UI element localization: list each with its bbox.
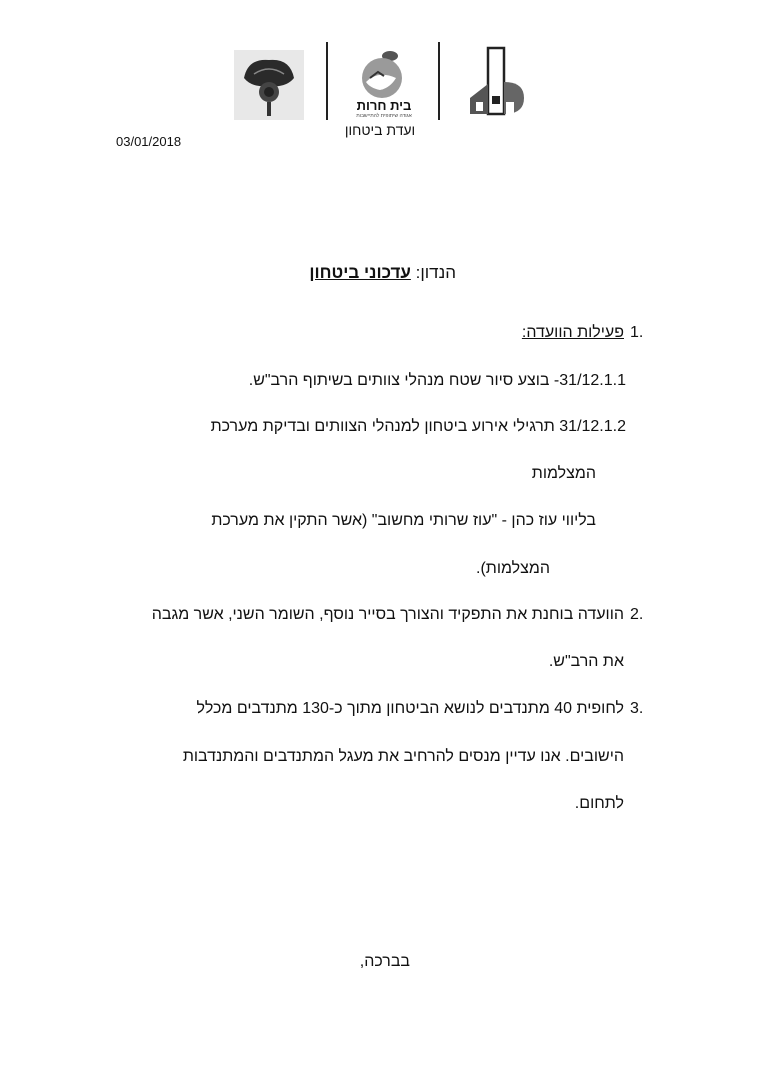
flower-logo	[234, 50, 304, 120]
logo-center-text: בית חרות	[356, 98, 412, 113]
building-logo	[468, 46, 526, 118]
committee-name: ועדת ביטחון	[344, 122, 416, 138]
subject-prefix: הנדון:	[415, 263, 456, 282]
subitem-line: 31/12.1.2 תרגילי אירוע ביטחון למנהלי הצוותים ובדיקת מערכת	[210, 418, 626, 435]
item-heading: פעילות הוועדה:	[521, 324, 624, 341]
item-number: 3.	[630, 700, 644, 717]
subitem-line: המצלמות).	[476, 560, 550, 577]
closing: בברכה,	[359, 953, 410, 970]
divider-line	[326, 42, 328, 120]
document-date: 03/01/2018	[116, 134, 182, 149]
subitem-line: המצלמות	[531, 465, 596, 482]
item-line: לחופית 40 מתנדבים לנושא הביטחון מתוך כ-130 מתנדבים מכלל	[196, 700, 624, 717]
beit-herut-logo	[350, 48, 418, 120]
item-line: הוועדה בוחנת את התפקיד והצורך בסייר נוסף, השומר השני, אשר מגבה	[151, 606, 624, 623]
subitem-line: בליווי עוז כהן - "עוז שרותי מחשוב" (אשר התקין את מערכת	[211, 512, 596, 529]
item-line: לתחום.	[574, 795, 624, 812]
item-number: 1.	[630, 324, 644, 341]
item-line: את הרב"ש.	[548, 653, 624, 670]
item-line: הישובים. אנו עדיין מנסים להרחיב את מעגל המתנדבים והמתנדבות	[182, 748, 624, 765]
subject-line	[250, 263, 456, 283]
divider-line-2	[438, 42, 440, 120]
logo-center-subtext: אגודה שיתופית להתיישבות	[356, 113, 412, 119]
subject-title: עדכוני ביטחון	[309, 263, 411, 282]
subitem-line: 31/12.1.1- בוצע סיור שטח מנהלי צוותים בשיתוף הרב"ש.	[248, 372, 626, 389]
item-number: 2.	[630, 606, 644, 623]
